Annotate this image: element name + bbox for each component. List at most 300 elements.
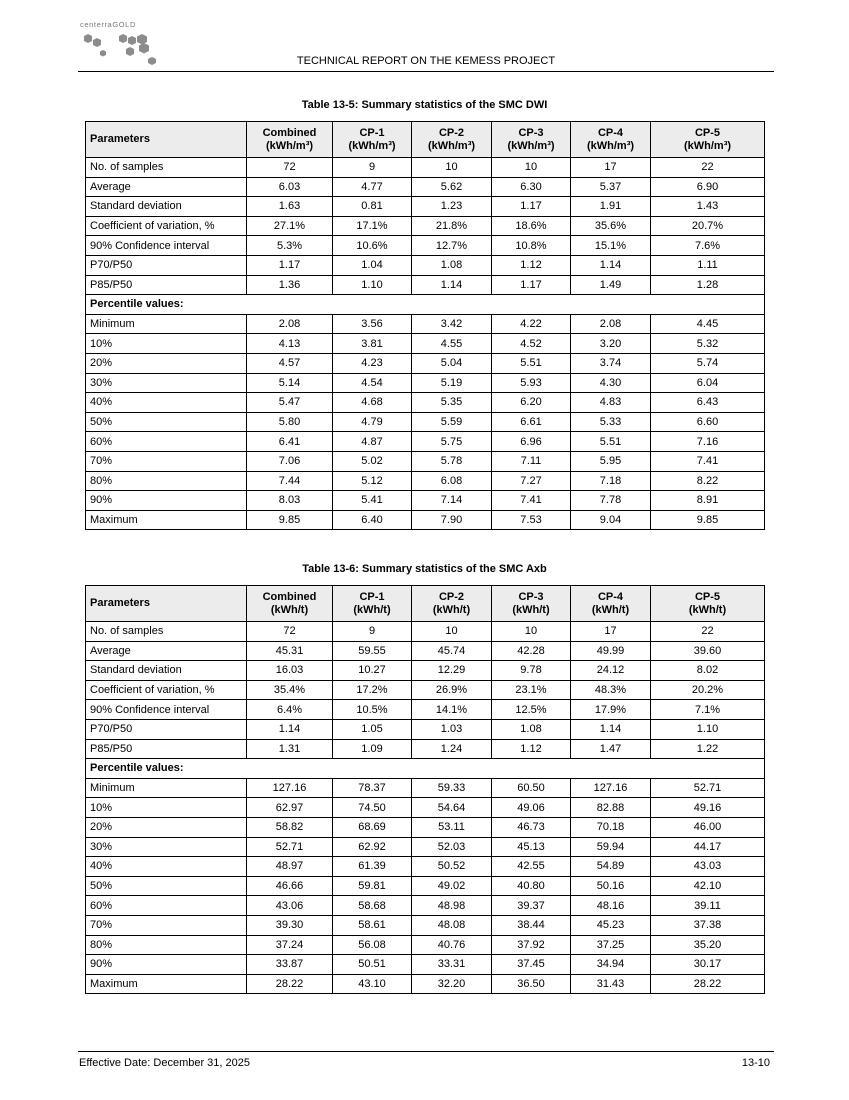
table-row: [86, 393, 765, 413]
table-cell: 37.45: [492, 955, 571, 975]
table-cell: 7.18: [571, 471, 651, 491]
column-name: CP-1: [359, 127, 385, 139]
table-cell: 7.14: [412, 491, 492, 511]
table-cell: 4.55: [412, 334, 492, 354]
table-cell: 9.85: [651, 510, 765, 530]
row-label: 40%: [86, 857, 247, 877]
column-header: [571, 122, 651, 158]
row-label: P85/P50: [86, 739, 247, 759]
row-label: 50%: [86, 412, 247, 432]
table-cell: 9.78: [492, 661, 571, 681]
table-cell: 37.92: [492, 935, 571, 955]
table-cell: 4.79: [333, 412, 412, 432]
table-cell: 48.08: [412, 915, 492, 935]
table-cell: 6.08: [412, 471, 492, 491]
row-label: 30%: [86, 837, 247, 857]
table-cell: 17: [571, 622, 651, 642]
table-cell: 18.6%: [492, 216, 571, 236]
table-cell: 40.80: [492, 876, 571, 896]
table-cell: 42.55: [492, 857, 571, 877]
column-unit: (kWh/m³): [348, 139, 396, 152]
row-label: 50%: [86, 876, 247, 896]
column-name: Parameters: [90, 597, 150, 610]
table-row: [86, 158, 765, 178]
table-cell: 31.43: [571, 974, 651, 994]
table-cell: 4.83: [571, 393, 651, 413]
table-cell: 6.60: [651, 412, 765, 432]
table-row: [86, 236, 765, 256]
table-cell: 1.11: [651, 255, 765, 275]
column-name: CP-2: [438, 591, 465, 603]
table-cell: 46.00: [651, 817, 765, 837]
table-cell: 45.31: [247, 641, 333, 661]
table-row: [86, 216, 765, 236]
table-cell: 53.11: [412, 817, 492, 837]
table-cell: 10: [492, 158, 571, 178]
table-cell: 26.9%: [412, 680, 492, 700]
table-cell: 10.6%: [333, 236, 412, 256]
table-cell: 6.90: [651, 177, 765, 197]
table-cell: 37.25: [571, 935, 651, 955]
table-cell: 5.47: [247, 393, 333, 413]
table-cell: 21.8%: [412, 216, 492, 236]
table-row: [86, 857, 765, 877]
table-row: [86, 955, 765, 975]
page-header: [78, 18, 774, 72]
table-cell: 10.8%: [492, 236, 571, 256]
table-cell: 50.51: [333, 955, 412, 975]
table-cell: 61.39: [333, 857, 412, 877]
table-cell: 7.06: [247, 451, 333, 471]
table-cell: 4.52: [492, 334, 571, 354]
table-cell: 3.74: [571, 353, 651, 373]
table-cell: 1.05: [333, 719, 412, 739]
table-cell: 5.62: [412, 177, 492, 197]
table-cell: 17.2%: [333, 680, 412, 700]
column-unit: (kWh/t): [591, 603, 630, 616]
table-cell: 0.81: [333, 197, 412, 217]
row-label: No. of samples: [86, 158, 247, 178]
column-name: Parameters: [90, 133, 150, 146]
table-cell: 1.28: [651, 275, 765, 295]
table-cell: 1.09: [333, 739, 412, 759]
row-label: 90%: [86, 955, 247, 975]
effective-date: Effective Date: December 31, 2025: [79, 1057, 251, 1069]
table-cell: 12.7%: [412, 236, 492, 256]
table-cell: 6.30: [492, 177, 571, 197]
table-row: [86, 412, 765, 432]
table-cell: 5.59: [412, 412, 492, 432]
table-row: [86, 739, 765, 759]
table-cell: 1.14: [571, 719, 651, 739]
row-label: Maximum: [86, 974, 247, 994]
table-cell: 45.74: [412, 641, 492, 661]
row-label: P70/P50: [86, 255, 247, 275]
table-cell: 1.47: [571, 739, 651, 759]
table-cell: 15.1%: [571, 236, 651, 256]
table-cell: 1.10: [651, 719, 765, 739]
table-cell: 5.93: [492, 373, 571, 393]
table-cell: 9: [333, 158, 412, 178]
table-cell: 7.6%: [651, 236, 765, 256]
section-row: [86, 295, 765, 315]
table-cell: 10: [412, 622, 492, 642]
table-cell: 4.13: [247, 334, 333, 354]
table-cell: 7.78: [571, 491, 651, 511]
table-cell: 1.24: [412, 739, 492, 759]
table-cell: 72: [247, 622, 333, 642]
table-cell: 50.16: [571, 876, 651, 896]
table-cell: 45.13: [492, 837, 571, 857]
table-row: [86, 876, 765, 896]
column-header: [412, 586, 492, 622]
table-cell: 37.24: [247, 935, 333, 955]
table-cell: 10: [412, 158, 492, 178]
table-cell: 127.16: [247, 778, 333, 798]
table-cell: 8.91: [651, 491, 765, 511]
smc-dwi-table: [85, 121, 765, 530]
row-label: Average: [86, 641, 247, 661]
table-cell: 22: [651, 158, 765, 178]
section-label: Percentile values:: [86, 759, 765, 779]
table-cell: 6.40: [333, 510, 412, 530]
table-cell: 39.30: [247, 915, 333, 935]
table-row: [86, 817, 765, 837]
table-cell: 1.04: [333, 255, 412, 275]
table-cell: 7.44: [247, 471, 333, 491]
row-label: 80%: [86, 471, 247, 491]
table-cell: 33.31: [412, 955, 492, 975]
table-cell: 1.36: [247, 275, 333, 295]
row-label: 90% Confidence interval: [86, 236, 247, 256]
row-label: Average: [86, 177, 247, 197]
table-cell: 37.38: [651, 915, 765, 935]
table-cell: 3.56: [333, 314, 412, 334]
table-cell: 1.08: [492, 719, 571, 739]
table-cell: 6.96: [492, 432, 571, 452]
page-number: 13-10: [741, 1057, 770, 1069]
table-cell: 35.6%: [571, 216, 651, 236]
table-cell: 7.11: [492, 451, 571, 471]
table-cell: 1.14: [571, 255, 651, 275]
table-cell: 8.02: [651, 661, 765, 681]
table-cell: 1.12: [492, 739, 571, 759]
table-cell: 5.3%: [247, 236, 333, 256]
table-cell: 6.03: [247, 177, 333, 197]
table-cell: 5.37: [571, 177, 651, 197]
table-cell: 49.16: [651, 798, 765, 818]
table-cell: 5.32: [651, 334, 765, 354]
table-cell: 5.33: [571, 412, 651, 432]
table-cell: 5.19: [412, 373, 492, 393]
table-cell: 1.03: [412, 719, 492, 739]
table-caption-axb: Table 13-6: Summary statistics of the SMC Axb: [302, 563, 547, 575]
table-caption-dwi: Table 13-5: Summary statistics of the SMC DWI: [301, 99, 548, 111]
table-row: [86, 353, 765, 373]
column-unit: (kWh/t): [512, 603, 550, 616]
table-cell: 1.17: [492, 275, 571, 295]
table-cell: 35.4%: [247, 680, 333, 700]
table-cell: 49.06: [492, 798, 571, 818]
table-cell: 50.52: [412, 857, 492, 877]
report-title: TECHNICAL REPORT ON THE KEMESS PROJECT: [296, 55, 556, 67]
table-cell: 62.97: [247, 798, 333, 818]
table-cell: 1.22: [651, 739, 765, 759]
table-cell: 24.12: [571, 661, 651, 681]
row-label: Coefficient of variation, %: [86, 216, 247, 236]
row-label: P70/P50: [86, 719, 247, 739]
table-cell: 59.55: [333, 641, 412, 661]
column-header: [247, 122, 333, 158]
column-name: CP-3: [518, 127, 544, 139]
table-cell: 1.17: [247, 255, 333, 275]
row-label: P85/P50: [86, 275, 247, 295]
table-cell: 5.12: [333, 471, 412, 491]
table-cell: 5.75: [412, 432, 492, 452]
row-label: 30%: [86, 373, 247, 393]
column-header: [333, 586, 412, 622]
table-cell: 17.9%: [571, 700, 651, 720]
row-label: 90% Confidence interval: [86, 700, 247, 720]
table-cell: 4.57: [247, 353, 333, 373]
table-cell: 7.41: [492, 491, 571, 511]
table-row: [86, 471, 765, 491]
table-cell: 1.49: [571, 275, 651, 295]
table-cell: 39.60: [651, 641, 765, 661]
row-label: 40%: [86, 393, 247, 413]
table-cell: 5.04: [412, 353, 492, 373]
table-cell: 54.89: [571, 857, 651, 877]
table-cell: 48.98: [412, 896, 492, 916]
table-cell: 4.23: [333, 353, 412, 373]
table-cell: 1.91: [571, 197, 651, 217]
table-row: [86, 334, 765, 354]
table-header-row: [86, 586, 765, 622]
row-label: 70%: [86, 915, 247, 935]
table-cell: 9: [333, 622, 412, 642]
table-cell: 48.3%: [571, 680, 651, 700]
table-cell: 1.23: [412, 197, 492, 217]
section-label: Percentile values:: [86, 295, 765, 315]
table-row: [86, 974, 765, 994]
column-header: [412, 122, 492, 158]
table-cell: 7.16: [651, 432, 765, 452]
table-cell: 127.16: [571, 778, 651, 798]
table-cell: 4.54: [333, 373, 412, 393]
table-cell: 68.69: [333, 817, 412, 837]
table-cell: 7.53: [492, 510, 571, 530]
table-cell: 70.18: [571, 817, 651, 837]
table-row: [86, 177, 765, 197]
column-unit: (kWh/t): [270, 603, 309, 616]
table-cell: 20.7%: [651, 216, 765, 236]
table-cell: 46.66: [247, 876, 333, 896]
table-cell: 16.03: [247, 661, 333, 681]
table-cell: 12.5%: [492, 700, 571, 720]
table-cell: 72: [247, 158, 333, 178]
table-cell: 5.51: [571, 432, 651, 452]
row-label: 20%: [86, 817, 247, 837]
table-row: [86, 373, 765, 393]
table-cell: 17: [571, 158, 651, 178]
column-name: CP-5: [694, 127, 721, 139]
table-cell: 7.1%: [651, 700, 765, 720]
column-header: [571, 586, 651, 622]
table-cell: 1.63: [247, 197, 333, 217]
table-cell: 10.27: [333, 661, 412, 681]
table-cell: 52.71: [247, 837, 333, 857]
column-unit: (kWh/m³): [265, 139, 314, 152]
table-cell: 42.10: [651, 876, 765, 896]
row-label: 60%: [86, 432, 247, 452]
table-cell: 14.1%: [412, 700, 492, 720]
column-header: [651, 586, 765, 622]
column-unit: (kWh/t): [432, 603, 471, 616]
row-label: Minimum: [86, 778, 247, 798]
table-row: [86, 661, 765, 681]
table-cell: 1.43: [651, 197, 765, 217]
table-cell: 32.20: [412, 974, 492, 994]
table-cell: 52.71: [651, 778, 765, 798]
table-cell: 27.1%: [247, 216, 333, 236]
table-cell: 33.87: [247, 955, 333, 975]
table-cell: 39.11: [651, 896, 765, 916]
table-cell: 49.02: [412, 876, 492, 896]
column-name: CP-5: [694, 591, 721, 603]
column-header: [492, 122, 571, 158]
table-cell: 60.50: [492, 778, 571, 798]
row-label: 70%: [86, 451, 247, 471]
table-cell: 1.10: [333, 275, 412, 295]
table-cell: 17.1%: [333, 216, 412, 236]
table-cell: 3.20: [571, 334, 651, 354]
table-row: [86, 314, 765, 334]
smc-axb-table: [85, 585, 765, 994]
table-row: [86, 837, 765, 857]
column-header: [86, 586, 247, 622]
table-cell: 1.12: [492, 255, 571, 275]
table-cell: 82.88: [571, 798, 651, 818]
column-unit: (kWh/m³): [586, 139, 635, 152]
table-cell: 52.03: [412, 837, 492, 857]
table-cell: 7.90: [412, 510, 492, 530]
table-cell: 43.03: [651, 857, 765, 877]
table-cell: 10.5%: [333, 700, 412, 720]
row-label: 80%: [86, 935, 247, 955]
table-cell: 62.92: [333, 837, 412, 857]
table-cell: 54.64: [412, 798, 492, 818]
table-row: [86, 915, 765, 935]
column-name: CP-3: [518, 591, 544, 603]
table-cell: 5.74: [651, 353, 765, 373]
table-cell: 6.20: [492, 393, 571, 413]
table-row: [86, 432, 765, 452]
table-cell: 36.50: [492, 974, 571, 994]
column-header: [492, 586, 571, 622]
table-cell: 5.02: [333, 451, 412, 471]
column-header: [86, 122, 247, 158]
row-label: Coefficient of variation, %: [86, 680, 247, 700]
column-header: [247, 586, 333, 622]
table-header-row: [86, 122, 765, 158]
column-unit: (kWh/t): [688, 603, 727, 616]
column-header: [333, 122, 412, 158]
table-row: [86, 275, 765, 295]
table-cell: 20.2%: [651, 680, 765, 700]
table-cell: 7.27: [492, 471, 571, 491]
table-row: [86, 700, 765, 720]
row-label: 90%: [86, 491, 247, 511]
column-unit: (kWh/m³): [507, 139, 555, 152]
table-cell: 3.42: [412, 314, 492, 334]
column-unit: (kWh/m³): [427, 139, 476, 152]
table-cell: 6.61: [492, 412, 571, 432]
table-cell: 28.22: [651, 974, 765, 994]
row-label: No. of samples: [86, 622, 247, 642]
table-row: [86, 255, 765, 275]
table-cell: 5.41: [333, 491, 412, 511]
table-cell: 1.17: [492, 197, 571, 217]
table-cell: 4.45: [651, 314, 765, 334]
table-cell: 74.50: [333, 798, 412, 818]
table-cell: 34.94: [571, 955, 651, 975]
table-cell: 4.68: [333, 393, 412, 413]
table-row: [86, 197, 765, 217]
column-unit: (kWh/m³): [683, 139, 732, 152]
table-row: [86, 935, 765, 955]
table-cell: 6.41: [247, 432, 333, 452]
table-cell: 1.14: [412, 275, 492, 295]
table-cell: 6.4%: [247, 700, 333, 720]
row-label: 10%: [86, 798, 247, 818]
table-cell: 2.08: [247, 314, 333, 334]
table-row: [86, 510, 765, 530]
column-name: CP-4: [597, 127, 624, 139]
table-cell: 35.20: [651, 935, 765, 955]
row-label: 20%: [86, 353, 247, 373]
table-cell: 3.81: [333, 334, 412, 354]
table-cell: 39.37: [492, 896, 571, 916]
table-cell: 58.82: [247, 817, 333, 837]
table-cell: 38.44: [492, 915, 571, 935]
table-cell: 46.73: [492, 817, 571, 837]
table-cell: 5.80: [247, 412, 333, 432]
table-cell: 59.94: [571, 837, 651, 857]
row-label: Standard deviation: [86, 661, 247, 681]
table-row: [86, 451, 765, 471]
table-cell: 78.37: [333, 778, 412, 798]
table-row: [86, 896, 765, 916]
table-cell: 40.76: [412, 935, 492, 955]
column-name: CP-2: [438, 127, 465, 139]
table-cell: 59.81: [333, 876, 412, 896]
table-cell: 1.08: [412, 255, 492, 275]
table-row: [86, 719, 765, 739]
table-cell: 43.10: [333, 974, 412, 994]
table-cell: 10: [492, 622, 571, 642]
table-row: [86, 680, 765, 700]
table-cell: 4.22: [492, 314, 571, 334]
table-cell: 59.33: [412, 778, 492, 798]
table-cell: 56.08: [333, 935, 412, 955]
table-cell: 4.87: [333, 432, 412, 452]
table-cell: 2.08: [571, 314, 651, 334]
table-cell: 22: [651, 622, 765, 642]
table-cell: 43.06: [247, 896, 333, 916]
column-name: Combined: [262, 591, 317, 603]
column-name: CP-1: [359, 591, 385, 603]
table-cell: 48.97: [247, 857, 333, 877]
